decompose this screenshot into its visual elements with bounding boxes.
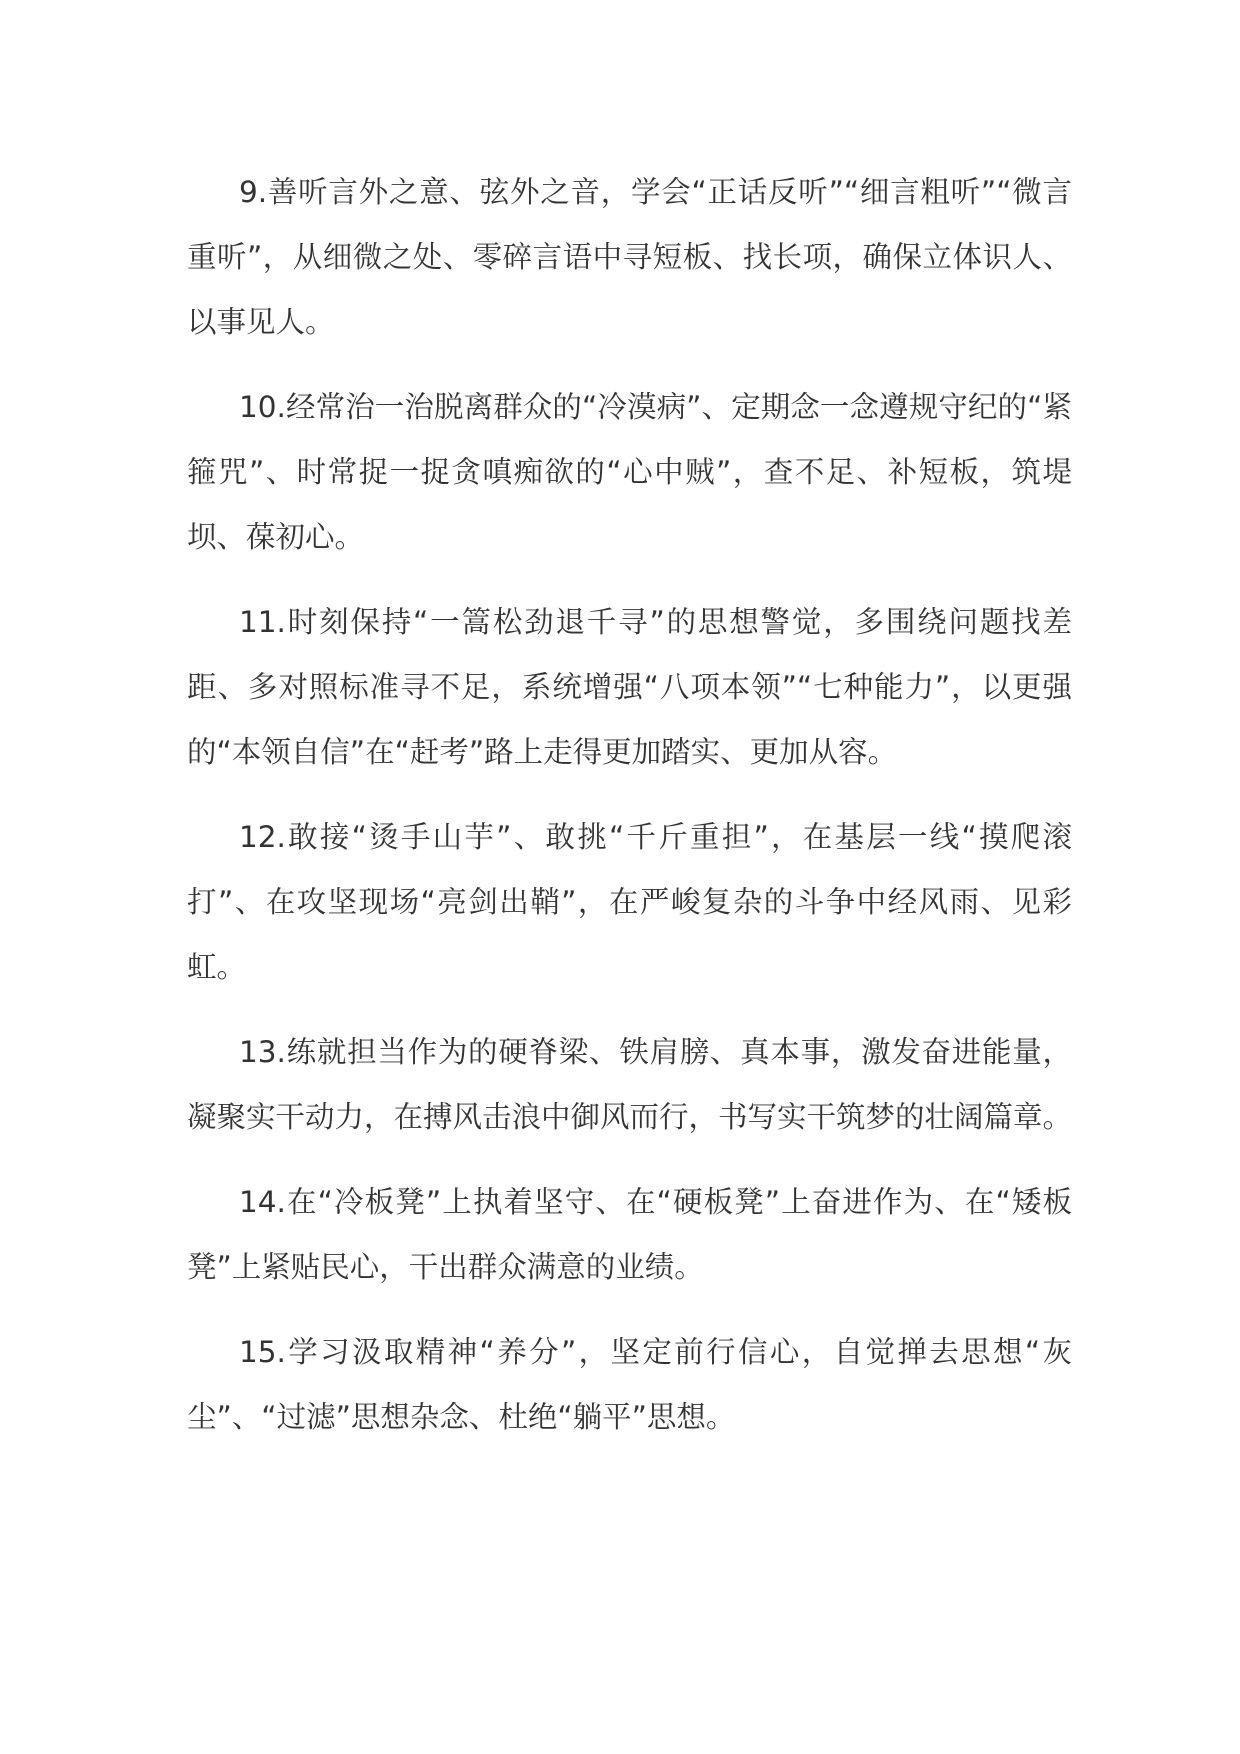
paragraph-10: 10.经常治一治脱离群众的“冷漠病”、定期念一念遵规守纪的“紧箍咒”、时常捉一捉贪嗔痴欲的“心中贼”，查不足、补短板，筑堤坝、葆初心。 — [187, 390, 1072, 554]
paragraph-13: 13.练就担当作为的硬脊梁、铁肩膀、真本事，激发奋进能量，凝聚实干动力，在搏风击浪中御风而行，书写实干筑梦的壮阔篇章。 — [187, 1035, 1073, 1134]
paragraph-12: 12.敢接“烫手山芋”、敢挑“千斤重担”，在基层一线“摸爬滚打”、在攻坚现场“亮剑出鞘”，在严峻复杂的斗争中经风雨、见彩虹。 — [187, 820, 1072, 984]
paragraph-15: 15.学习汲取精神“养分”，坚定前行信心，自觉掸去思想“灰尘”、“过滤”思想杂念、杜绝“躺平”思想。 — [187, 1335, 1072, 1434]
document-body — [187, 160, 1072, 1470]
paragraph-14: 14.在“冷板凳”上执着坚守、在“硬板凳”上奋进作为、在“矮板凳”上紧贴民心，干出群众满意的业绩。 — [187, 1185, 1072, 1284]
paragraph-11: 11.时刻保持“一篙松劲退千寻”的思想警觉，多围绕问题找差距、多对照标准寻不足，系统增强“八项本领”“七种能力”，以更强的“本领自信”在“赶考”路上走得更加踏实、更加从容。 — [187, 605, 1072, 769]
paragraph-9: 9.善听言外之意、弦外之音，学会“正话反听”“细言粗听”“微言重听”，从细微之处、零碎言语中寻短板、找长项，确保立体识人、以事见人。 — [187, 175, 1072, 339]
